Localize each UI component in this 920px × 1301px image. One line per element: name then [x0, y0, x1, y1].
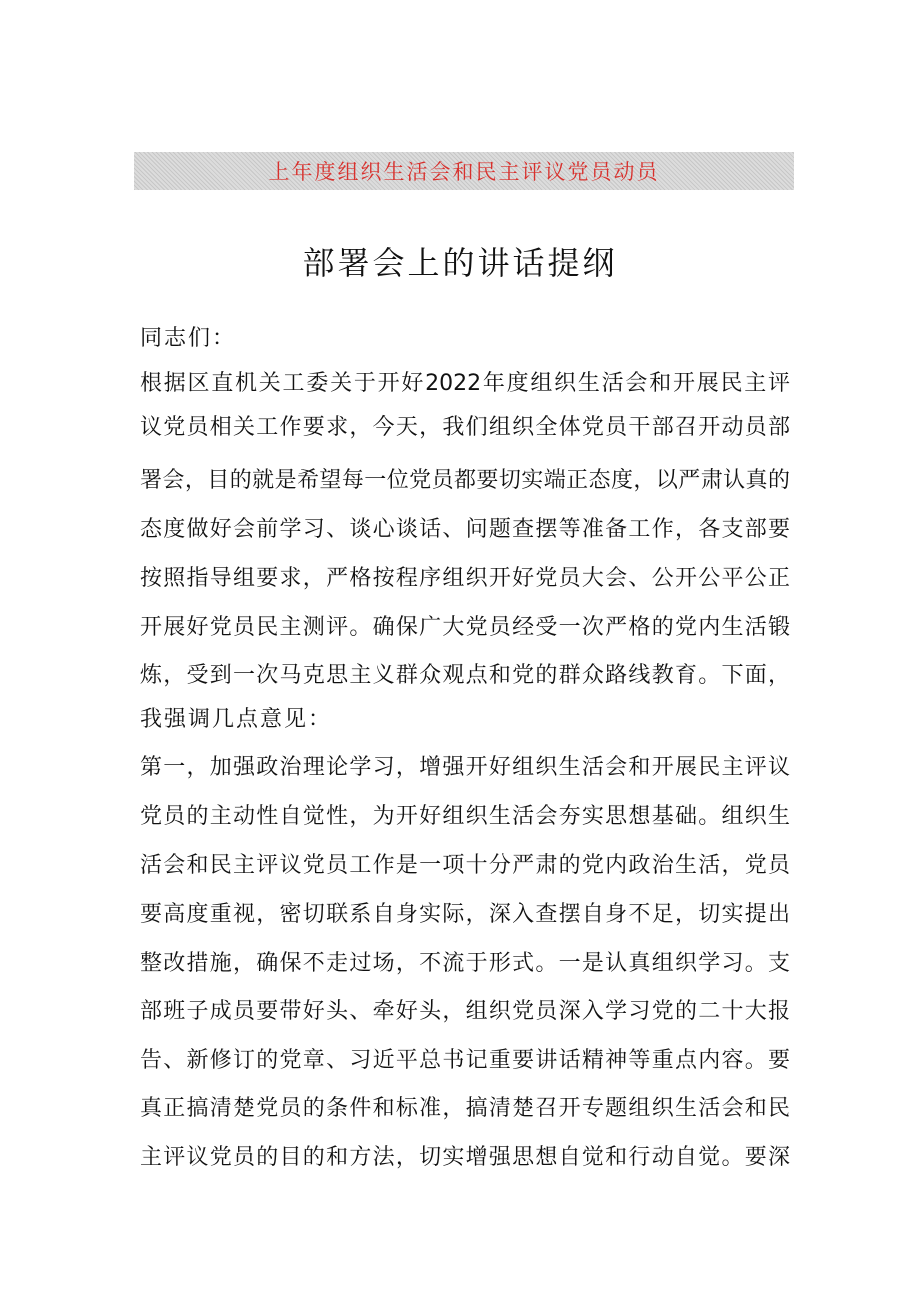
body-line: 告、新修订的党章、习近平总书记重要讲话精神等重点内容。要 — [140, 1048, 790, 1073]
body-line: 真正搞清楚党员的条件和标准，搞清楚召开专题组织生活会和民 — [140, 1096, 790, 1121]
body-line: 我强调几点意见： — [140, 707, 333, 732]
banner-title: 上年度组织生活会和民主评议党员动员 — [268, 160, 660, 184]
body-line: 根据区直机关工委关于开好2022年度组织生活会和开展民主评 — [140, 371, 790, 396]
body-line: 按照指导组要求，严格按程序组织开好党员大会、公开公平公正 — [140, 566, 790, 591]
body-line: 态度做好会前学习、谈心谈话、问题查摆等准备工作，各支部要 — [140, 517, 790, 542]
body-line: 主评议党员的目的和方法，切实增强思想自觉和行动自觉。要深 — [140, 1145, 790, 1170]
body-line: 党员的主动性自觉性，为开好组织生活会夯实思想基础。组织生 — [140, 804, 790, 829]
body-line: 要高度重视，密切联系自身实际，深入查摆自身不足，切实提出 — [140, 902, 790, 927]
body-line: 议党员相关工作要求，今天，我们组织全体党员干部召开动员部 — [140, 415, 790, 440]
main-title: 部署会上的讲话提纲 — [302, 244, 618, 282]
body-line: 开展好党员民主测评。确保广大党员经受一次严格的党内生活锻 — [140, 615, 790, 640]
body-line: 活会和民主评议党员工作是一项十分严肃的党内政治生活，党员 — [140, 853, 790, 878]
body-line: 炼，受到一次马克思主义群众观点和党的群众路线教育。下面， — [140, 663, 790, 688]
body-line: 署会，目的就是希望每一位党员都要切实端正态度，以严肃认真的 — [140, 468, 790, 493]
greeting: 同志们： — [140, 326, 237, 351]
body-line: 整改措施，确保不走过场，不流于形式。一是认真组织学习。支 — [140, 951, 790, 976]
header-banner — [134, 152, 794, 190]
body-line: 第一，加强政治理论学习，增强开好组织生活会和开展民主评议 — [140, 755, 790, 780]
body-line: 部班子成员要带好头、牵好头，组织党员深入学习党的二十大报 — [140, 999, 790, 1024]
